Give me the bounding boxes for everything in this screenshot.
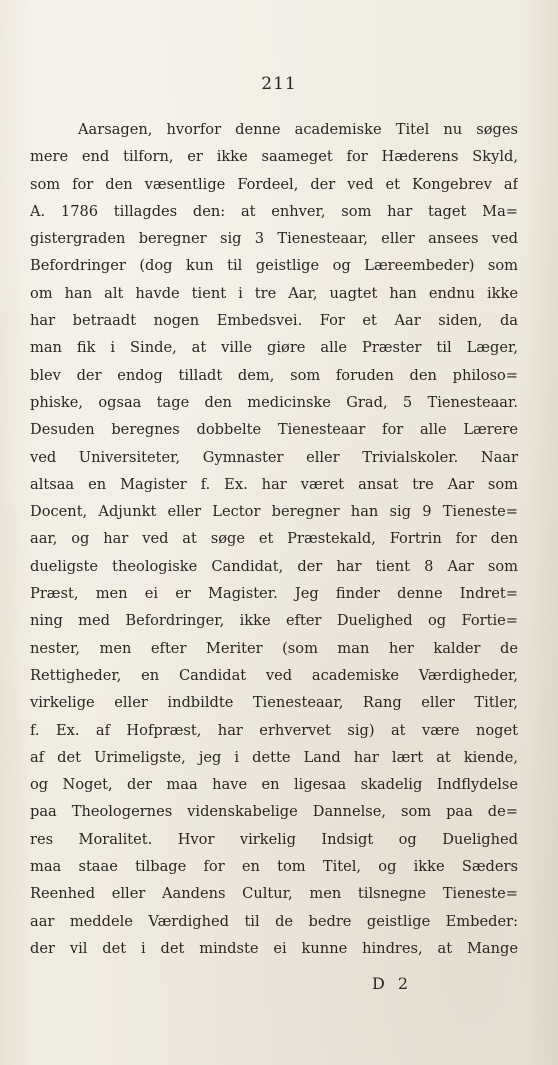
text-line: res Moralitet. Hvor virkelig Indsigt og Duelighed xyxy=(30,830,518,848)
text-line: Rettigheder, en Candidat ved academiske Værdigheder, xyxy=(30,666,518,684)
text-line: aar meddele Værdighed til de bedre geistlige Embeder: xyxy=(30,912,518,930)
text-line: paa Theologernes videnskabelige Dannelse, som paa de= xyxy=(30,803,518,821)
text-line: mere end tilforn, er ikke saameget for Hæderens Skyld, xyxy=(30,148,518,166)
text-line: har betraadt nogen Embedsvei. For et Aar siden, da xyxy=(30,312,518,330)
text-line: gistergraden beregner sig 3 Tienesteaar, eller ansees ved xyxy=(30,230,518,248)
text-line: altsaa en Magister f. Ex. har været ansat tre Aar som xyxy=(30,475,518,493)
text-line: af det Urimeligste, jeg i dette Land har lært at kiende, xyxy=(30,748,518,766)
text-line: Reenhed eller Aandens Cultur, men tilsnegne Tieneste= xyxy=(30,885,518,903)
text-line: virkelige eller indbildte Tienesteaar, Rang eller Titler, xyxy=(30,694,518,712)
text-line: f. Ex. af Hofpræst, har erhvervet sig) at være noget xyxy=(30,721,518,739)
text-line: ning med Befordringer, ikke efter Duelighed og Fortie= xyxy=(30,612,518,630)
text-line: phiske, ogsaa tage den medicinske Grad, 5 Tienesteaar. xyxy=(30,393,518,411)
text-line: dueligste theologiske Candidat, der har tient 8 Aar som xyxy=(30,557,518,575)
page-number: 211 xyxy=(261,74,297,94)
text-line: Docent, Adjunkt eller Lector beregner han sig 9 Tieneste= xyxy=(30,503,518,521)
text-line: nester, men efter Meriter (som man her kalder de xyxy=(30,639,518,657)
text-line: A. 1786 tillagdes den: at enhver, som har taget Ma= xyxy=(30,202,518,220)
text-line: maa staae tilbage for en tom Titel, og ikke Sæders xyxy=(30,858,518,876)
signature-mark: D 2 xyxy=(372,974,413,993)
text-line: ved Universiteter, Gymnaster eller Trivialskoler. Naar xyxy=(30,448,518,466)
text-line: Desuden beregnes dobbelte Tienesteaar for alle Lærere xyxy=(30,421,518,439)
text-line: Præst, men ei er Magister. Jeg finder denne Indret= xyxy=(30,585,518,603)
text-line: aar, og har ved at søge et Præstekald, Fortrin for den xyxy=(30,530,518,548)
text-line: Befordringer (dog kun til geistlige og Læreembeder) som xyxy=(30,257,518,275)
text-line: om han alt havde tient i tre Aar, uagtet han endnu ikke xyxy=(30,284,518,302)
body-text xyxy=(30,116,518,962)
text-line: man fik i Sinde, at ville giøre alle Præster til Læger, xyxy=(30,339,518,357)
text-line: Aarsagen, hvorfor denne academiske Titel nu søges xyxy=(78,121,518,138)
text-line: blev der endog tilladt dem, som foruden den philoso= xyxy=(30,366,518,384)
text-line: og Noget, der maa have en ligesaa skadelig Indflydelse xyxy=(30,776,518,794)
text-line: som for den væsentlige Fordeel, der ved et Kongebrev af xyxy=(30,175,518,193)
text-line: der vil det i det mindste ei kunne hindres, at Mange xyxy=(30,939,518,957)
